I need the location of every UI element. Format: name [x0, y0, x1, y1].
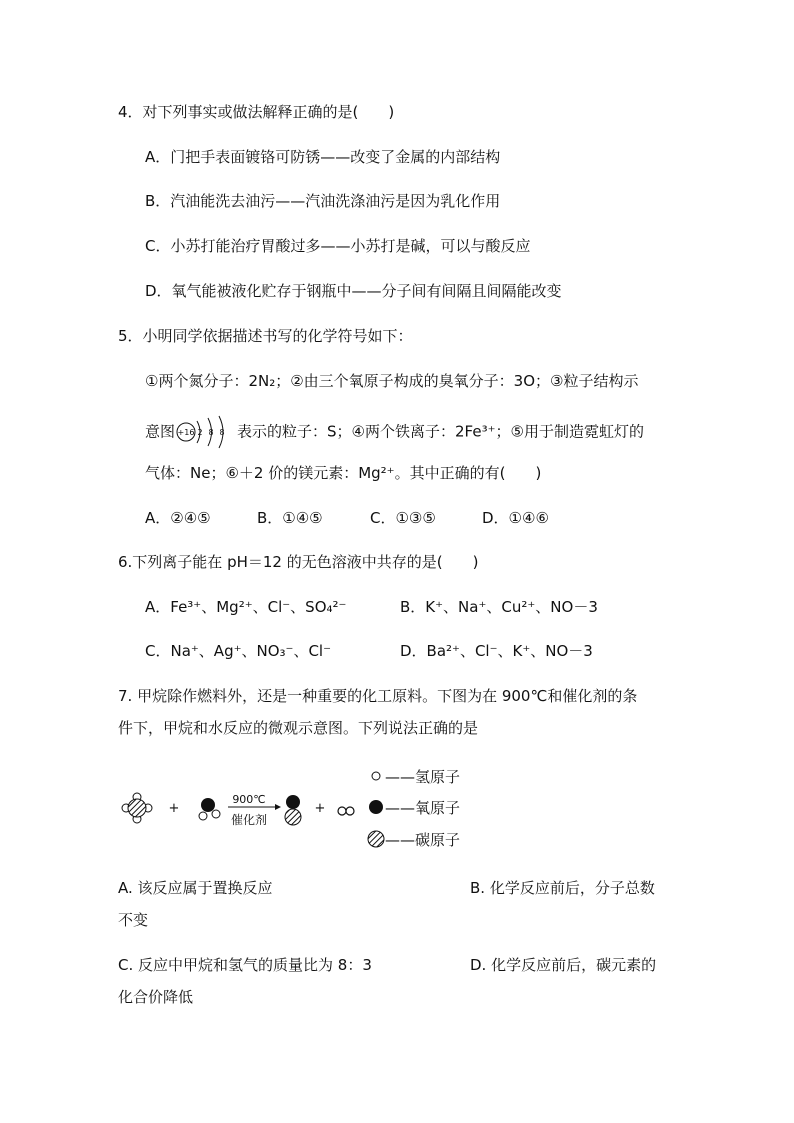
q5-line2 — [145, 415, 644, 449]
q5-line1: ①两个氮分子：2N₂；②由三个氧原子构成的臭氧分子：3O；③粒子结构示 — [145, 372, 639, 390]
plus-sign-1: + — [168, 801, 180, 816]
legend-hydrogen: ——氢原子 — [385, 768, 461, 786]
carbon-monoxide-molecule — [285, 795, 301, 825]
q5-line3: 气体：Ne；⑥＋2 价的镁元素：Mg²⁺。其中正确的有( ) — [145, 464, 542, 482]
methane-molecule — [122, 793, 152, 823]
shell-1-electrons: 2 — [197, 428, 203, 437]
q7-option-a: A. 该反应属于置换反应 — [118, 879, 273, 897]
q6-option-c: C．Na⁺、Ag⁺、NO₃⁻、Cl⁻ — [145, 642, 332, 660]
atom-structure-diagram — [175, 415, 237, 449]
q7-stem-line2: 件下，甲烷和水反应的微观示意图。下列说法正确的是 — [118, 719, 479, 737]
q5-line2-post: 表示的粒子：S；④两个铁离子：2Fe³⁺；⑤用于制造霓虹灯的 — [237, 422, 644, 441]
q6-option-d: D．Ba²⁺、Cl⁻、K⁺、NO－3 — [400, 642, 593, 660]
q5-line2-pre: 意图 — [145, 422, 176, 441]
q4-option-b: B．汽油能洗去油污——汽油洗涤油污是因为乳化作用 — [145, 192, 501, 210]
q4-option-a: A．门把手表面镀铬可防锈——改变了金属的内部结构 — [145, 148, 501, 166]
shell-3-electrons: 8 — [219, 428, 225, 437]
q6-stem: 6.下列离子能在 pH＝12 的无色溶液中共存的是( ) — [118, 553, 479, 571]
q5-option-c: C．①③⑤ — [370, 509, 436, 527]
q7-option-b-line1: B. 化学反应前后，分子总数 — [470, 879, 655, 897]
condition-catalyst: 催化剂 — [230, 813, 268, 827]
q5-option-d: D．①④⑥ — [482, 509, 549, 527]
legend-hydrogen-icon — [372, 772, 380, 780]
q4-option-d: D．氧气能被液化贮存于钢瓶中——分子间有间隔且间隔能改变 — [145, 282, 562, 300]
q7-option-d-line1: D. 化学反应前后，碳元素的 — [470, 956, 657, 974]
q5-option-a: A．②④⑤ — [145, 509, 211, 527]
plus-sign-2: + — [314, 801, 326, 816]
legend-oxygen-icon — [369, 800, 383, 814]
legend-oxygen: ——氧原子 — [385, 799, 461, 817]
reaction-arrow-head — [275, 804, 281, 810]
q7-option-b-line2: 不变 — [118, 911, 149, 929]
q4-stem: 4．对下列事实或做法解释正确的是( ) — [118, 103, 395, 121]
condition-temperature: 900℃ — [232, 793, 266, 806]
legend-carbon: ——碳原子 — [385, 831, 461, 849]
q5-option-b: B．①④⑤ — [257, 509, 323, 527]
q7-option-c: C. 反应中甲烷和氢气的质量比为 8：3 — [118, 956, 372, 974]
q6-option-a: A．Fe³⁺、Mg²⁺、Cl⁻、SO₄²⁻ — [145, 598, 347, 616]
q7-option-d-line2: 化合价降低 — [118, 988, 194, 1006]
q4-option-c: C．小苏打能治疗胃酸过多——小苏打是碱，可以与酸反应 — [145, 237, 531, 255]
water-molecule — [199, 798, 220, 820]
q5-stem: 5．小明同学依据描述书写的化学符号如下： — [118, 327, 413, 345]
q7-stem-line1: 7. 甲烷除作燃料外，还是一种重要的化工原料。下图为在 900℃和催化剂的条 — [118, 687, 638, 705]
shell-2-electrons: 8 — [208, 428, 214, 437]
nucleus-label: +16 — [177, 428, 195, 437]
legend-carbon-icon — [368, 831, 384, 847]
hydrogen-molecule — [338, 807, 354, 815]
q6-option-b: B．K⁺、Na⁺、Cu²⁺、NO－3 — [400, 598, 598, 616]
